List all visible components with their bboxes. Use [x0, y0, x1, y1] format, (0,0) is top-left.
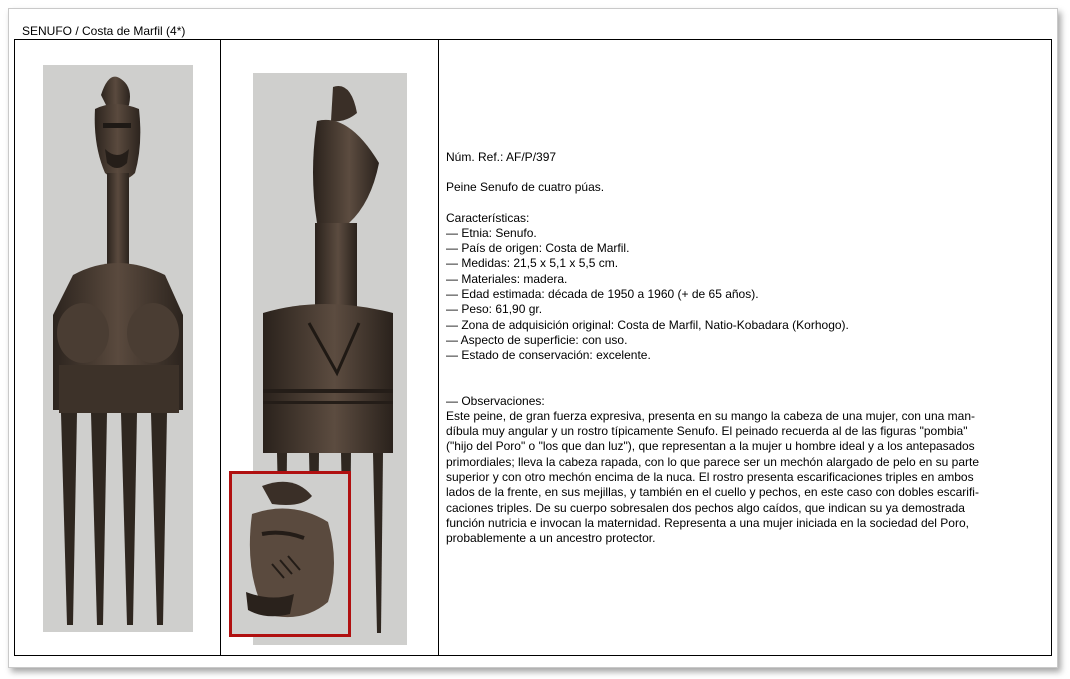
observations-line: superior y con otro mechón encima de la nuca. El rostro presenta escarificaciones triples en ambos	[446, 470, 974, 485]
observations-line: caciones triples. De su cuerpo sobresalen dos pechos algo caídos, que indican su ya demostrada	[446, 500, 965, 515]
comb-head-detail-photo	[229, 471, 351, 637]
feature-condition: — Estado de conservación: excelente.	[446, 348, 651, 363]
item-title: Peine Senufo de cuatro púas.	[446, 180, 605, 195]
observations-line: Este peine, de gran fuerza expresiva, presenta en su mango la cabeza de una mujer, con una man-	[446, 408, 975, 423]
feature-acquisition-zone: — Zona de adquisición original: Costa de Marfil, Natio-Kobadara (Korhogo).	[446, 317, 849, 332]
description-cell	[438, 40, 1051, 655]
comb-front-photo	[43, 65, 193, 632]
observations-line: primordiales; lleva la cabeza rapada, con lo que parece ser un mechón alargado de pelo en su parte	[446, 454, 980, 469]
observations-body	[446, 409, 1038, 547]
feature-materials: — Materiales: madera.	[446, 271, 568, 286]
observations-line: díbula muy angular y un rostro típicamente Senufo. El peinado recuerda al de las figuras "pombia"	[446, 424, 968, 439]
observations-line: probablemente a un ancestro protector.	[446, 531, 656, 546]
feature-country: — País de origen: Costa de Marfil.	[446, 241, 630, 256]
reference-number: Núm. Ref.: AF/P/397	[446, 150, 557, 164]
features-heading: Características:	[446, 210, 530, 225]
comb-head-detail-image	[232, 474, 348, 634]
observations-line: función nutricia e invocan la maternidad. Representa a una mujer iniciada en la sociedad del Poro,	[446, 515, 969, 530]
photo-cell-front	[15, 40, 221, 655]
feature-age: — Edad estimada: década de 1950 a 1960 (+ de 65 años).	[446, 287, 759, 302]
feature-measurements: — Medidas: 21,5 x 5,1 x 5,5 cm.	[446, 256, 619, 271]
caption: SENUFO / Costa de Marfil (4*)	[22, 24, 186, 38]
document-sheet	[8, 8, 1058, 668]
observations-line: lados de la frente, en sus mejillas, y también en el cuello y pechos, en este caso con dobles escarifi-	[446, 485, 979, 500]
photo-cell-side	[220, 40, 439, 655]
comb-front-image	[43, 65, 193, 632]
feature-surface: — Aspecto de superficie: con uso.	[446, 332, 628, 347]
catalog-table	[14, 39, 1052, 656]
description-text	[446, 150, 1038, 547]
feature-ethnicity: — Etnia: Senufo.	[446, 225, 537, 240]
observations-line: ("hijo del Poro" o "los que dan luz"), que representan a la mujer u hombre ideal y a los antepasados	[446, 439, 975, 454]
feature-weight: — Peso: 61,90 gr.	[446, 302, 543, 317]
observations-heading: — Observaciones:	[446, 393, 545, 408]
